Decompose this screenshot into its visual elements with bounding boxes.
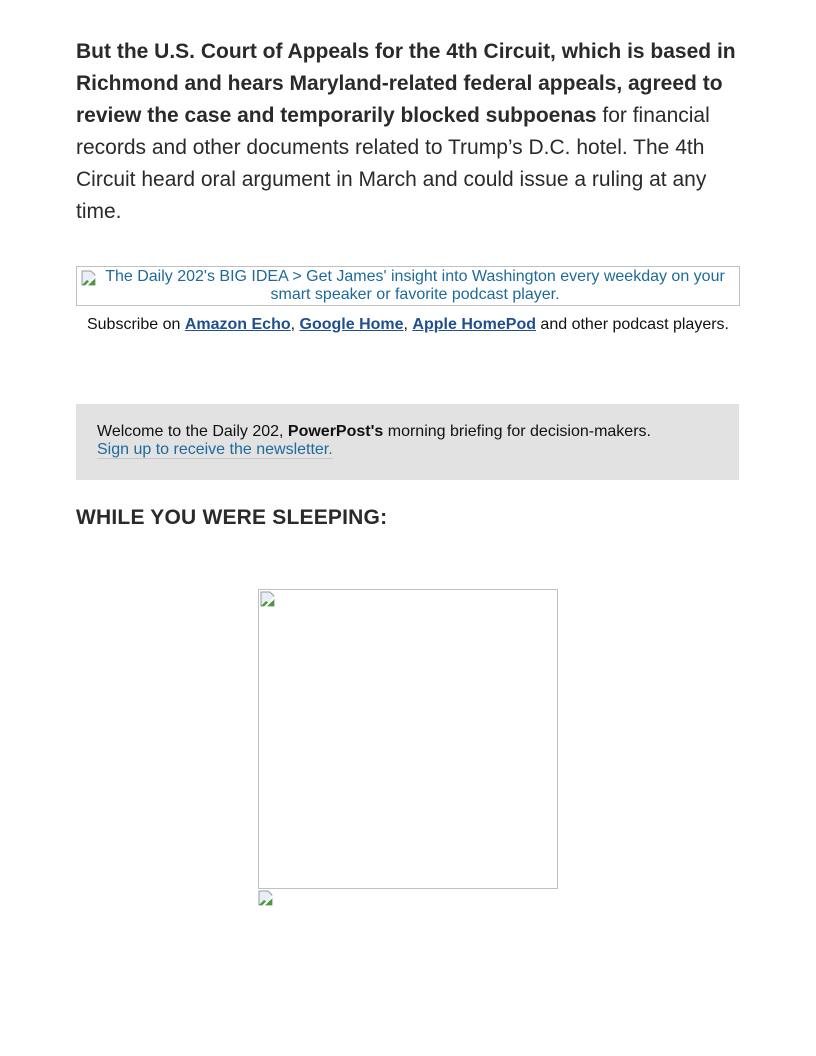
podcast-promo-image-link[interactable]	[76, 266, 740, 306]
welcome-prefix: Welcome to the Daily 202,	[97, 423, 288, 440]
broken-image-icon	[260, 591, 276, 607]
newsletter-signup-link[interactable]: Sign up to receive the newsletter.	[97, 441, 333, 458]
article-paragraph	[76, 36, 740, 228]
welcome-suffix: morning briefing for decision-makers.	[383, 423, 651, 440]
article-paragraph-bold: But the U.S. Court of Appeals for the 4th Circuit, which is based in Richmond and hears Maryland-related federal appeals, agreed to review the case and temporarily blocked subpoenas	[76, 40, 736, 127]
broken-image-icon	[258, 890, 274, 906]
separator: ,	[403, 316, 413, 333]
podcast-promo-alt-text: The Daily 202's BIG IDEA > Get James' insight into Washington every weekday on your smart speaker or favorite podcast player.	[105, 268, 725, 303]
google-home-link[interactable]: Google Home	[299, 316, 404, 333]
article-paragraph-rest: for financial records and other documents related to Trump’s D.C. hotel. The 4th Circuit heard oral argument in March and could issue a ruling at any time.	[76, 104, 710, 223]
welcome-brand: PowerPost's	[287, 423, 384, 440]
section-heading: WHILE YOU WERE SLEEPING:	[76, 506, 388, 529]
apple-homepod-link[interactable]: Apple HomePod	[412, 316, 536, 333]
subscribe-line	[76, 316, 740, 334]
broken-image-icon	[81, 270, 97, 286]
amazon-echo-link[interactable]: Amazon Echo	[184, 316, 291, 333]
story-image-placeholder	[258, 589, 558, 889]
welcome-box	[76, 404, 739, 480]
subscribe-suffix: and other podcast players.	[535, 316, 729, 333]
subscribe-prefix: Subscribe on	[86, 316, 185, 333]
separator: ,	[290, 316, 300, 333]
